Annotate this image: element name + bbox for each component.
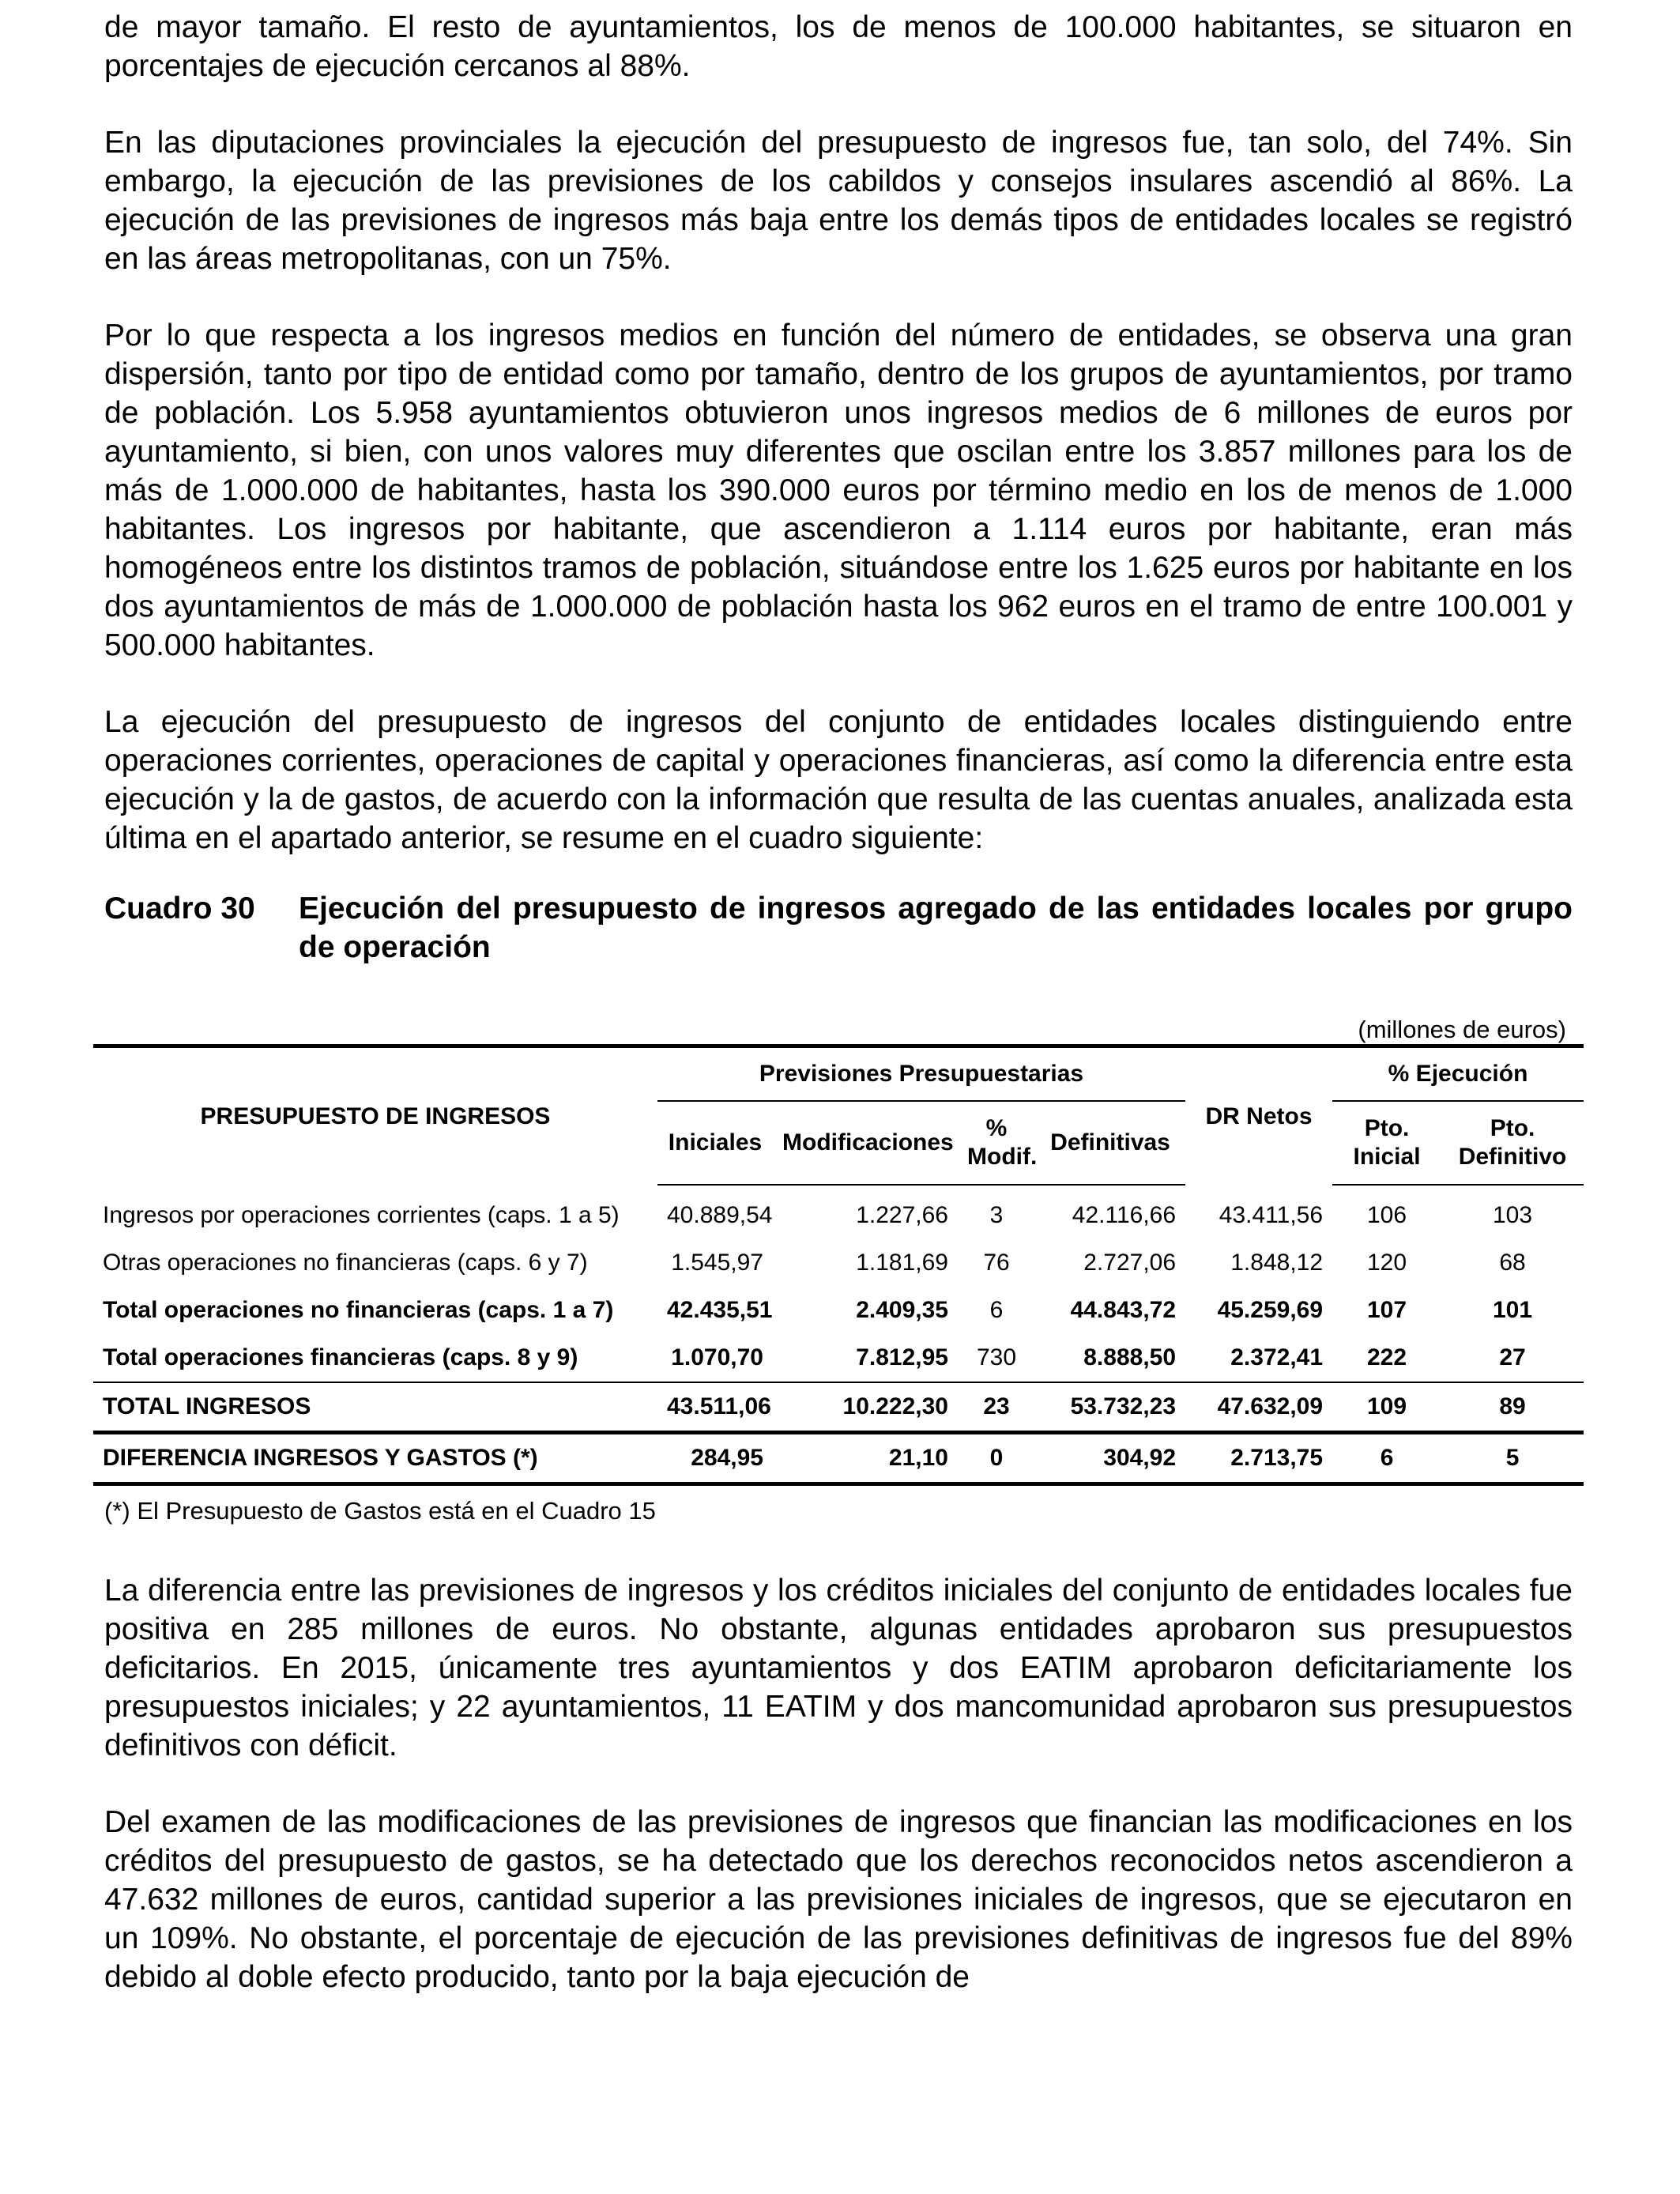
cell-definitivas: 42.116,66: [1072, 1202, 1177, 1228]
paragraph-5: La diferencia entre las previsiones de ingresos y los créditos iniciales del conjunto de entidades locales fue positiva en 285 millones de euros. No obstante, algunas entidades aprobaron sus presupuestos deficitarios. En 2015, únicamente tres ayuntamientos y dos EATIM aprobaron deficitariamente los presupuestos iniciales; y 22 ayuntamientos, 11 EATIM y dos mancomunidad aprobaron sus presupuestos definitivos con déficit.: [104, 1574, 1573, 1762]
header-pct-modif-line1: %: [985, 1115, 1008, 1141]
cell-pct-modif: 6: [989, 1297, 1004, 1323]
header-previsiones: Previsiones Presupuestarias: [657, 1046, 1185, 1102]
table-row-total: [93, 1382, 1584, 1433]
cell-pct-modif: 0: [958, 1433, 1035, 1484]
header-pto-inicial-line1: Pto.: [1364, 1115, 1410, 1141]
header-pto-inicial-line2: Inicial: [1353, 1144, 1421, 1170]
cell-pto-definitivo: 101: [1493, 1297, 1533, 1323]
cell-modificaciones: 1.227,66: [856, 1202, 948, 1228]
header-iniciales: Iniciales: [657, 1101, 773, 1185]
header-definitivas: Definitivas: [1035, 1101, 1185, 1185]
cell-iniciales: 43.511,06: [657, 1382, 773, 1433]
cell-pto-definitivo: 68: [1499, 1250, 1526, 1276]
cell-pto-definitivo: 103: [1493, 1202, 1533, 1228]
row-label: DIFERENCIA INGRESOS Y GASTOS (*): [93, 1433, 657, 1484]
table-row: [93, 1185, 1584, 1239]
cell-pto-inicial: 6: [1332, 1433, 1441, 1484]
table-caption: [104, 889, 1573, 967]
cell-pct-modif: 23: [958, 1382, 1035, 1433]
cell-pct-modif: 730: [976, 1344, 1017, 1370]
table-row-difference: [93, 1433, 1584, 1484]
table-row: [93, 1287, 1584, 1334]
caption-label: Cuadro 30: [104, 892, 255, 925]
header-pto-definitivo: [1441, 1101, 1584, 1185]
cell-definitivas: 304,92: [1035, 1433, 1185, 1484]
cell-dr-netos: 43.411,56: [1219, 1201, 1324, 1228]
row-label: Total operaciones no financieras (caps. 1 a 7): [103, 1297, 614, 1323]
cell-iniciales: 1.545,97: [671, 1250, 763, 1276]
table-wrapper: [93, 1044, 1584, 1486]
cell-modificaciones: 2.409,35: [856, 1297, 948, 1323]
header-pto-definitivo-line2: Definitivo: [1458, 1144, 1567, 1170]
header-presupuesto: PRESUPUESTO DE INGRESOS: [93, 1046, 657, 1186]
paragraph-4: La ejecución del presupuesto de ingresos del conjunto de entidades locales distinguiendo entre operaciones corrientes, operaciones de capital y operaciones financieras, así como la diferencia entre esta ejecución y la de gastos, de acuerdo con la información que resulta de las cuentas anuales, analizada esta última en el apartado anterior, se resume en el cuadro siguiente:: [104, 705, 1573, 855]
cell-pto-definitivo: 27: [1499, 1344, 1526, 1370]
cell-pto-inicial: 107: [1367, 1297, 1407, 1323]
header-row-1: [93, 1046, 1584, 1102]
header-modificaciones: Modificaciones: [773, 1101, 958, 1185]
header-dr-netos: DR Netos: [1185, 1046, 1332, 1186]
cell-pto-inicial: 222: [1367, 1344, 1407, 1370]
table-row: [93, 1334, 1584, 1382]
cell-pto-inicial: 120: [1367, 1250, 1407, 1276]
row-label: Ingresos por operaciones corrientes (caps. 1 a 5): [103, 1201, 620, 1228]
table-row: [93, 1239, 1584, 1287]
cell-pct-modif: 76: [983, 1250, 1010, 1276]
cell-definitivas: 53.732,23: [1035, 1382, 1185, 1433]
paragraph-1: de mayor tamaño. El resto de ayuntamientos, los de menos de 100.000 habitantes, se situaron en porcentajes de ejecución cercanos al 88%.: [104, 10, 1573, 83]
cell-iniciales: 1.070,70: [671, 1344, 763, 1370]
header-pto-inicial: [1332, 1101, 1441, 1185]
cell-pto-inicial: 109: [1332, 1382, 1441, 1433]
header-pct-modif: [958, 1101, 1038, 1185]
cell-modificaciones: 7.812,95: [856, 1344, 948, 1370]
cell-dr-netos: 1.848,12: [1230, 1250, 1324, 1276]
cell-definitivas: 2.727,06: [1083, 1250, 1177, 1276]
cell-definitivas: 44.843,72: [1070, 1297, 1177, 1323]
cell-modificaciones: 10.222,30: [773, 1382, 958, 1433]
row-label: TOTAL INGRESOS: [93, 1382, 657, 1433]
row-label: Total operaciones financieras (caps. 8 y 9): [103, 1344, 578, 1370]
cell-dr-netos: 2.372,41: [1230, 1344, 1324, 1370]
document-page: [104, 8, 1573, 2034]
cell-dr-netos: 2.713,75: [1185, 1433, 1332, 1484]
paragraph-2: En las diputaciones provinciales la ejecución del presupuesto de ingresos fue, tan solo, del 74%. Sin embargo, la ejecución de las previsiones de los cabildos y consejos insulares ascendió al 86%. La ejecución de las previsiones de ingresos más baja entre los demás tipos de entidades locales se registró en las áreas metropolitanas, con un 75%.: [104, 126, 1573, 276]
cell-definitivas: 8.888,50: [1083, 1344, 1177, 1370]
header-pct-modif-line2: Modif.: [967, 1144, 1038, 1170]
cell-iniciales: 42.435,51: [667, 1297, 773, 1323]
row-label: Otras operaciones no financieras (caps. 6 y 7): [103, 1250, 588, 1276]
cell-pto-definitivo: 5: [1441, 1433, 1584, 1484]
paragraph-3: Por lo que respecta a los ingresos medios en función del número de entidades, se observa una gran dispersión, tanto por tipo de entidad como por tamaño, dentro de los grupos de ayuntamientos, por tramo de población. Los 5.958 ayuntamientos obtuvieron unos ingresos medios de 6 millones de euros por ayuntamiento, si bien, con unos valores muy diferentes que oscilan entre los 3.857 millones para los de más de 1.000.000 de habitantes, hasta los 390.000 euros por término medio en los de menos de 1.000 habitantes. Los ingresos por habitante, que ascendieron a 1.114 euros por habitante, eran más homogéneos entre los distintos tramos de población, situándose entre los 1.625 euros por habitante en los dos ayuntamientos de más de 1.000.000 de población hasta los 962 euros en el tramo de entre 100.001 y 500.000 habitantes.: [104, 319, 1573, 662]
cell-dr-netos: 45.259,69: [1217, 1297, 1324, 1323]
budget-table: [93, 1044, 1584, 1486]
paragraph-6: Del examen de las modificaciones de las previsiones de ingresos que financian las modificaciones en los créditos del presupuesto de gastos, se ha detectado que los derechos reconocidos netos ascendieron a 47.632 millones de euros, cantidad superior a las previsiones iniciales de ingresos, que se ejecutaron en un 109%. No obstante, el porcentaje de ejecución de las previsiones definitivas de ingresos fue del 89% debido al doble efecto producido, tanto por la baja ejecución de: [104, 1805, 1573, 1994]
cell-pto-definitivo: 89: [1441, 1382, 1584, 1433]
caption-title: Ejecución del presupuesto de ingresos agregado de las entidades locales por grupo de operación: [299, 892, 1573, 964]
cell-modificaciones: 1.181,69: [856, 1250, 948, 1276]
table-units: (millones de euros): [1358, 1016, 1566, 1043]
cell-pct-modif: 3: [989, 1202, 1004, 1228]
cell-dr-netos: 47.632,09: [1185, 1382, 1332, 1433]
header-pto-definitivo-line1: Pto.: [1490, 1115, 1535, 1141]
table-footnote: (*) El Presupuesto de Gastos está en el Cuadro 15: [104, 1497, 656, 1525]
cell-modificaciones: 21,10: [773, 1433, 958, 1484]
cell-pto-inicial: 106: [1367, 1202, 1407, 1228]
cell-iniciales: 284,95: [657, 1433, 773, 1484]
cell-iniciales: 40.889,54: [667, 1202, 773, 1228]
header-ejecucion: % Ejecución: [1332, 1046, 1584, 1102]
